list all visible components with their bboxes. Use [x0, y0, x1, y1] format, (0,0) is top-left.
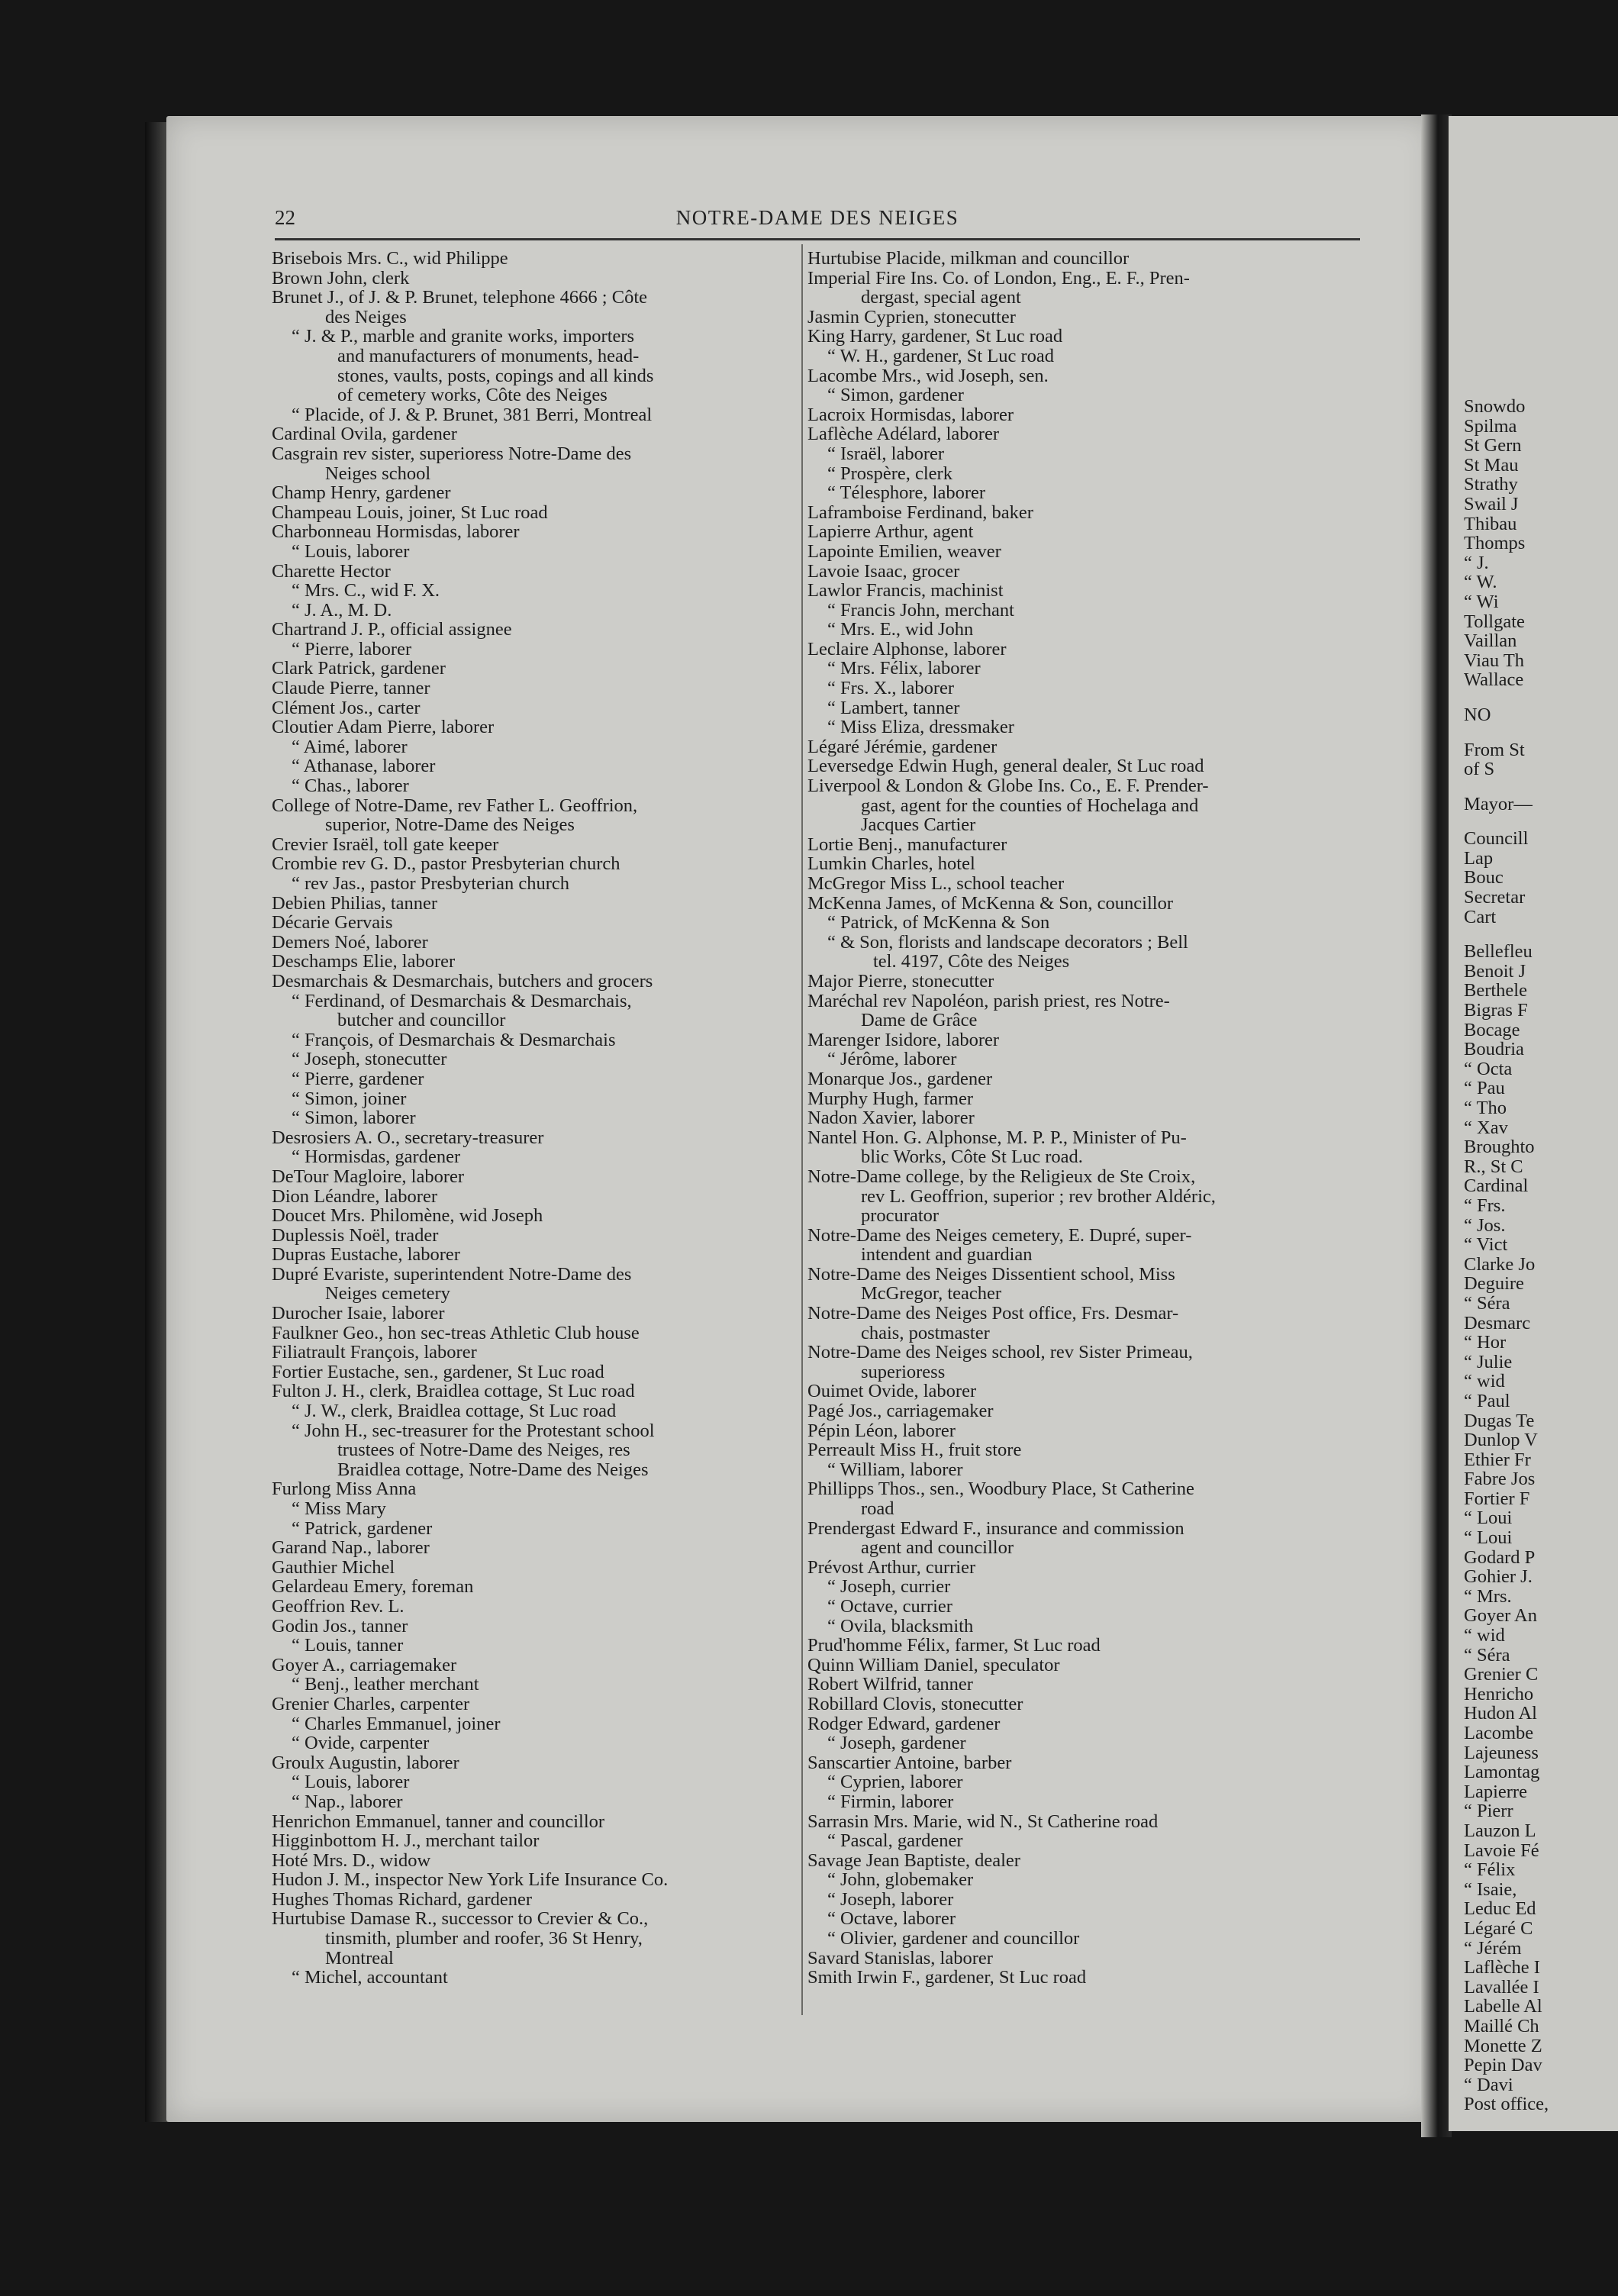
next-page-fragment: “ Xav [1464, 1117, 1508, 1138]
next-page-fragment: Lavallée I [1464, 1976, 1539, 1998]
directory-entry: “ Nap., laborer [292, 1791, 403, 1812]
directory-entry: Crombie rev G. D., pastor Presbyterian church [272, 853, 620, 875]
directory-entry: “ Hormisdas, gardener [292, 1146, 461, 1168]
directory-entry: Hudon J. M., inspector New York Life Insurance Co. [272, 1869, 669, 1891]
page-number: 22 [275, 206, 295, 229]
next-page-fragment: Lap [1464, 847, 1494, 869]
next-page-fragment: “ Loui [1464, 1527, 1513, 1549]
next-page-fragment: Grenier C [1464, 1664, 1539, 1685]
directory-entry: Filiatrault François, laborer [272, 1342, 477, 1363]
next-page-fragment: Berthele [1464, 980, 1527, 1001]
directory-entry: tinsmith, plumber and roofer, 36 St Henry, [325, 1928, 643, 1949]
next-page-fragment: “ Séra [1464, 1644, 1510, 1666]
directory-entry: Dupras Eustache, laborer [272, 1244, 460, 1266]
next-page-fragment: Viau Th [1464, 650, 1525, 671]
next-page-fragment: Lapierre [1464, 1781, 1527, 1802]
next-page-fragment: Thomps [1464, 533, 1526, 554]
directory-entry: “ Michel, accountant [292, 1967, 448, 1988]
directory-entry: Chartrand J. P., official assignee [272, 619, 512, 640]
directory-entry: Imperial Fire Ins. Co. of London, Eng., E. F., Pren- [807, 267, 1190, 289]
directory-entry: Grenier Charles, carpenter [272, 1693, 470, 1714]
next-page-fragment: St Gern [1464, 435, 1522, 456]
directory-entry: Pépin Léon, laborer [807, 1420, 956, 1441]
directory-entry: “ Miss Mary [292, 1498, 386, 1519]
directory-entry: “ Louis, laborer [292, 540, 410, 562]
directory-entry: “ Joseph, gardener [827, 1733, 966, 1754]
next-page-fragment: St Mau [1464, 454, 1519, 476]
directory-entry: Dion Léandre, laborer [272, 1185, 437, 1207]
next-page-fragment: Dugas Te [1464, 1410, 1535, 1431]
next-page-fragment: Snowdo [1464, 396, 1526, 417]
directory-entry: intendent and guardian [861, 1244, 1033, 1266]
directory-entry: Légaré Jérémie, gardener [807, 736, 998, 757]
directory-entry: “ rev Jas., pastor Presbyterian church [292, 873, 569, 894]
directory-entry: gast, agent for the counties of Hochelaga and [861, 795, 1199, 816]
next-page-edge [1449, 116, 1618, 2131]
directory-entry: “ Benj., leather merchant [292, 1674, 479, 1695]
directory-entry: Neiges school [325, 463, 431, 484]
directory-entry: Henrichon Emmanuel, tanner and councillor [272, 1811, 605, 1832]
column-divider [801, 244, 803, 2015]
directory-entry: “ Simon, laborer [292, 1108, 416, 1129]
next-page-fragment: Goyer An [1464, 1605, 1537, 1627]
directory-entry: Lawlor Francis, machinist [807, 580, 1004, 601]
directory-entry: “ Pierre, gardener [292, 1068, 424, 1089]
directory-entry: “ François, of Desmarchais & Desmarchais [292, 1029, 616, 1050]
directory-entry: Monarque Jos., gardener [807, 1068, 993, 1089]
directory-entry: “ Joseph, stonecutter [292, 1049, 447, 1070]
directory-entry: Major Pierre, stonecutter [807, 970, 994, 992]
next-page-fragment: Secretar [1464, 887, 1526, 908]
directory-entry: Laflèche Adélard, laborer [807, 424, 999, 445]
directory-entry: “ Mrs. E., wid John [827, 619, 974, 640]
directory-entry: Lapierre Arthur, agent [807, 521, 974, 543]
next-page-fragment: Bocage [1464, 1019, 1520, 1040]
directory-entry: “ Charles Emmanuel, joiner [292, 1713, 501, 1734]
directory-entry: road [861, 1498, 894, 1519]
directory-entry: “ Louis, laborer [292, 1772, 410, 1793]
next-page-fragment: Strathy [1464, 474, 1518, 495]
directory-entry: Notre-Dame des Neiges cemetery, E. Dupré, super- [807, 1224, 1192, 1246]
next-page-fragment: Laflèche I [1464, 1957, 1540, 1978]
directory-entry: Goyer A., carriagemaker [272, 1654, 457, 1675]
next-page-fragment: Godard P [1464, 1546, 1536, 1568]
directory-entry: “ Pierre, laborer [292, 638, 412, 659]
directory-entry: Lortie Benj., manufacturer [807, 834, 1007, 855]
header-rule [275, 238, 1360, 240]
directory-entry: “ J. W., clerk, Braidlea cottage, St Luc road [292, 1401, 617, 1422]
directory-entry: “ Octave, laborer [827, 1908, 956, 1930]
directory-entry: Prud'homme Félix, farmer, St Luc road [807, 1635, 1101, 1656]
directory-entry: Brown John, clerk [272, 267, 410, 289]
next-page-fragment [1464, 690, 1549, 705]
directory-entry: Hoté Mrs. D., widow [272, 1849, 431, 1871]
directory-entry: Durocher Isaie, laborer [272, 1303, 445, 1324]
directory-entry: Marenger Isidore, laborer [807, 1029, 1000, 1050]
directory-entry: Notre-Dame des Neiges school, rev Sister Primeau, [807, 1342, 1193, 1363]
directory-entry: Desmarchais & Desmarchais, butchers and grocers [272, 970, 653, 992]
directory-entry: Debien Philias, tanner [272, 892, 438, 914]
next-page-fragment: Lajeuness [1464, 1742, 1539, 1763]
next-page-fragment: Labelle Al [1464, 1996, 1542, 2017]
directory-entry: Casgrain rev sister, superioress Notre-Dame des [272, 443, 632, 464]
directory-entry: Lacroix Hormisdas, laborer [807, 404, 1014, 425]
next-page-fragment: Deguire [1464, 1273, 1524, 1295]
directory-entry: trustees of Notre-Dame des Neiges, res [337, 1440, 630, 1461]
directory-entry: Dame de Grâce [861, 1010, 978, 1031]
directory-entry: Garand Nap., laborer [272, 1537, 430, 1559]
next-page-fragment: “ Isaie, [1464, 1878, 1517, 1900]
next-page-fragment: “ Vict [1464, 1234, 1508, 1256]
directory-entry: “ Mrs. Félix, laborer [827, 658, 981, 679]
directory-entry: Quinn William Daniel, speculator [807, 1654, 1060, 1675]
directory-entry: Pagé Jos., carriagemaker [807, 1401, 994, 1422]
directory-entry: Demers Noé, laborer [272, 931, 428, 953]
directory-entry: Smith Irwin F., gardener, St Luc road [807, 1967, 1087, 1988]
next-page-fragment: Hudon Al [1464, 1703, 1537, 1724]
directory-entry: “ Cyprien, laborer [827, 1772, 963, 1793]
directory-entry: Cardinal Ovila, gardener [272, 424, 457, 445]
directory-entry: McGregor Miss L., school teacher [807, 873, 1065, 894]
directory-entry: “ William, laborer [827, 1459, 963, 1480]
directory-entry: Savard Stanislas, laborer [807, 1947, 993, 1969]
directory-entry: Fulton J. H., clerk, Braidlea cottage, St Luc road [272, 1381, 635, 1402]
directory-entry: Sarrasin Mrs. Marie, wid N., St Catherine road [807, 1811, 1159, 1832]
next-page-fragment: “ Jos. [1464, 1214, 1506, 1236]
next-page-fragment: “ Séra [1464, 1292, 1510, 1314]
directory-entry: Décarie Gervais [272, 912, 393, 934]
directory-entry: “ Jérôme, laborer [827, 1049, 957, 1070]
next-page-fragment: From St [1464, 739, 1525, 760]
directory-entry: Leversedge Edwin Hugh, general dealer, St Luc road [807, 756, 1204, 777]
next-page-fragment: “ Félix [1464, 1859, 1516, 1881]
next-page-fragment: of S [1464, 759, 1495, 780]
directory-entry: agent and councillor [861, 1537, 1014, 1559]
next-page-fragment: Mayor— [1464, 793, 1533, 814]
directory-entry: Liverpool & London & Globe Ins. Co., E. F. Prender- [807, 776, 1209, 797]
directory-entry: “ Francis John, merchant [827, 599, 1014, 621]
directory-entry: Hurtubise Placide, milkman and councillor [807, 248, 1130, 269]
directory-entry: Rodger Edward, gardener [807, 1713, 1001, 1734]
next-page-fragment: “ W. [1464, 572, 1497, 593]
directory-entry: McGregor, teacher [861, 1283, 1002, 1304]
directory-entry: “ Firmin, laborer [827, 1791, 954, 1812]
page-header [275, 206, 1360, 240]
next-page-fragment: Thibau [1464, 513, 1517, 534]
next-page-fragment: Boudria [1464, 1039, 1524, 1060]
directory-entry: Cloutier Adam Pierre, laborer [272, 717, 495, 738]
directory-entry: Phillipps Thos., sen., Woodbury Place, St Catherine [807, 1479, 1194, 1500]
directory-entry: Furlong Miss Anna [272, 1479, 417, 1500]
next-page-fragment: Leduc Ed [1464, 1898, 1536, 1920]
directory-entry: Geoffrion Rev. L. [272, 1595, 404, 1617]
directory-entry: “ J. & P., marble and granite works, importers [292, 326, 635, 347]
directory-entry: Prévost Arthur, currier [807, 1556, 976, 1578]
directory-entry: Nadon Xavier, laborer [807, 1108, 975, 1129]
next-page-fragment: “ Paul [1464, 1390, 1510, 1411]
directory-entry: Deschamps Elie, laborer [272, 951, 456, 972]
directory-entry: Charette Hector [272, 560, 391, 582]
next-page-fragment: Post office, [1464, 2094, 1549, 2115]
next-page-fragment: “ Pau [1464, 1078, 1505, 1099]
directory-entry: Faulkner Geo., hon sec-treas Athletic Club house [272, 1322, 640, 1343]
book-gutter [1421, 114, 1452, 2137]
directory-entry: Sanscartier Antoine, barber [807, 1752, 1012, 1773]
next-page-fragment: “ Mrs. [1464, 1585, 1512, 1607]
next-page-fragment: “ wid [1464, 1625, 1505, 1646]
directory-entry: Robert Wilfrid, tanner [807, 1674, 973, 1695]
directory-entry: “ Louis, tanner [292, 1635, 404, 1656]
directory-entry: Hughes Thomas Richard, gardener [272, 1888, 533, 1910]
directory-entry: “ & Son, florists and landscape decorators ; Bell [827, 931, 1188, 953]
next-page-fragment: “ Octa [1464, 1058, 1513, 1079]
directory-entry: Gauthier Michel [272, 1556, 395, 1578]
next-page-fragment [1464, 779, 1549, 795]
directory-entry: “ Pascal, gardener [827, 1830, 963, 1852]
directory-entry: Jacques Cartier [861, 814, 976, 836]
next-page-fragment: NO [1464, 704, 1491, 725]
next-page-text [1464, 397, 1549, 2114]
directory-entry: Lumkin Charles, hotel [807, 853, 975, 875]
next-page-fragment: Wallace [1464, 669, 1524, 691]
directory-entry: Lacombe Mrs., wid Joseph, sen. [807, 365, 1049, 386]
directory-entry: tel. 4197, Côte des Neiges [873, 951, 1070, 972]
directory-entry: Clark Patrick, gardener [272, 658, 446, 679]
directory-entry: Clément Jos., carter [272, 697, 421, 718]
next-page-fragment: Pepin Dav [1464, 2055, 1542, 2076]
next-page-fragment: “ Pierr [1464, 1801, 1513, 1822]
directory-entry: blic Works, Côte St Luc road. [861, 1146, 1083, 1168]
directory-entry: Doucet Mrs. Philomène, wid Joseph [272, 1205, 543, 1227]
directory-entry: butcher and councillor [337, 1010, 506, 1031]
directory-entry: “ Joseph, laborer [827, 1888, 954, 1910]
directory-entry: “ Athanase, laborer [292, 756, 436, 777]
next-page-fragment [1464, 814, 1549, 829]
directory-entry: of cemetery works, Côte des Neiges [337, 385, 608, 406]
next-page-fragment: Clarke Jo [1464, 1253, 1536, 1275]
next-page-fragment: “ Frs. [1464, 1195, 1506, 1216]
directory-entry: rev L. Geoffrion, superior ; rev brother Aldéric, [861, 1185, 1216, 1207]
directory-entry: “ Olivier, gardener and councillor [827, 1928, 1080, 1949]
directory-entry: “ Joseph, currier [827, 1576, 951, 1598]
next-page-fragment: “ Wi [1464, 591, 1499, 612]
directory-entry: Brisebois Mrs. C., wid Philippe [272, 248, 508, 269]
next-page-fragment: Broughto [1464, 1137, 1535, 1158]
directory-entry: King Harry, gardener, St Luc road [807, 326, 1063, 347]
directory-entry: Fortier Eustache, sen., gardener, St Luc road [272, 1361, 604, 1382]
directory-entry: “ Ferdinand, of Desmarchais & Desmarchais, [292, 990, 632, 1011]
directory-entry: Murphy Hugh, farmer [807, 1088, 974, 1109]
next-page-fragment: Vaillan [1464, 630, 1517, 652]
directory-entry: “ Simon, gardener [827, 385, 964, 406]
directory-entry: Charbonneau Hormisdas, laborer [272, 521, 520, 543]
next-page-fragment: Légaré C [1464, 1917, 1533, 1939]
directory-entry: Dupré Evariste, superintendent Notre-Dame des [272, 1263, 632, 1285]
directory-entry: superioress [861, 1361, 946, 1382]
directory-entry: “ Octave, currier [827, 1595, 952, 1617]
directory-entry: Perreault Miss H., fruit store [807, 1440, 1022, 1461]
directory-entry: Desrosiers A. O., secretary-treasurer [272, 1127, 544, 1148]
directory-entry: Neiges cemetery [325, 1283, 450, 1304]
next-page-fragment: “ Hor [1464, 1332, 1507, 1353]
directory-entry: Groulx Augustin, laborer [272, 1752, 459, 1773]
directory-entry: Gelardeau Emery, foreman [272, 1576, 474, 1598]
directory-entry: “ Placide, of J. & P. Brunet, 381 Berri, Montreal [292, 404, 653, 425]
directory-entry: Higginbottom H. J., merchant tailor [272, 1830, 540, 1852]
directory-entry: “ W. H., gardener, St Luc road [827, 345, 1055, 366]
next-page-fragment: Dunlop V [1464, 1430, 1538, 1451]
directory-entry: DeTour Magloire, laborer [272, 1166, 465, 1187]
directory-entry: Godin Jos., tanner [272, 1615, 408, 1637]
next-page-fragment: Councill [1464, 828, 1529, 850]
directory-entry: Savage Jean Baptiste, dealer [807, 1849, 1020, 1871]
directory-entry: “ Mrs. C., wid F. X. [292, 580, 440, 601]
next-page-fragment: Swail J [1464, 493, 1519, 514]
right-column [807, 249, 1362, 1988]
directory-entry: “ Ovide, carpenter [292, 1733, 430, 1754]
directory-entry: “ Frs. X., laborer [827, 678, 955, 699]
next-page-fragment [1464, 927, 1549, 942]
directory-entry: Notre-Dame des Neiges Post office, Frs. Desmar- [807, 1303, 1179, 1324]
directory-entry: Maréchal rev Napoléon, parish priest, res Notre- [807, 990, 1170, 1011]
directory-entry: Jasmin Cyprien, stonecutter [807, 306, 1016, 327]
next-page-fragment: Cardinal [1464, 1175, 1529, 1197]
directory-entry: “ Miss Eliza, dressmaker [827, 717, 1014, 738]
next-page-fragment: Cart [1464, 906, 1497, 927]
left-column [272, 249, 798, 1988]
directory-entry: “ Lambert, tanner [827, 697, 960, 718]
directory-entry: Braidlea cottage, Notre-Dame des Neiges [337, 1459, 649, 1480]
directory-entry: McKenna James, of McKenna & Son, councillor [807, 892, 1173, 914]
directory-entry: Claude Pierre, tanner [272, 678, 430, 699]
directory-entry: dergast, special agent [861, 287, 1021, 308]
next-page-fragment: Maillé Ch [1464, 2015, 1539, 2036]
page-title: NOTRE-DAME DES NEIGES [675, 206, 959, 229]
next-page-fragment: Bouc [1464, 867, 1504, 888]
next-page-fragment: Lamontag [1464, 1762, 1540, 1783]
next-page-fragment: Tollgate [1464, 611, 1525, 632]
directory-entry: Ouimet Ovide, laborer [807, 1381, 977, 1402]
directory-entry: des Neiges [325, 306, 407, 327]
next-page-fragment: Monette Z [1464, 2035, 1542, 2056]
directory-entry: superior, Notre-Dame des Neiges [325, 814, 575, 836]
next-page-fragment: Benoit J [1464, 960, 1526, 982]
next-page-fragment: “ Jérém [1464, 1937, 1522, 1959]
next-page-fragment: “ Julie [1464, 1351, 1513, 1372]
directory-entry: chais, postmaster [861, 1322, 990, 1343]
next-page-fragment: “ Tho [1464, 1098, 1507, 1118]
directory-entry: Lapointe Emilien, weaver [807, 540, 1001, 562]
next-page-fragment: R., St C [1464, 1156, 1523, 1177]
directory-entry: Prendergast Edward F., insurance and commission [807, 1517, 1184, 1539]
directory-entry: Brunet J., of J. & P. Brunet, telephone 4666 ; Côte [272, 287, 647, 308]
page-edge-shadow [145, 122, 168, 2122]
directory-entry: “ Ovila, blacksmith [827, 1615, 974, 1637]
next-page-fragment: “ J. [1464, 552, 1489, 573]
next-page-fragment: “ Davi [1464, 2074, 1513, 2095]
directory-entry: Lavoie Isaac, grocer [807, 560, 960, 582]
next-page-fragment: Ethier Fr [1464, 1449, 1531, 1470]
next-page-fragment: Fortier F [1464, 1488, 1530, 1509]
next-page-fragment: Henricho [1464, 1683, 1534, 1704]
directory-entry: “ Aimé, laborer [292, 736, 408, 757]
directory-entry: Champ Henry, gardener [272, 482, 451, 504]
directory-entry: Champeau Louis, joiner, St Luc road [272, 501, 548, 523]
directory-entry: stones, vaults, posts, copings and all kinds [337, 365, 654, 386]
next-page-fragment: Lauzon L [1464, 1820, 1536, 1841]
next-page-fragment: Bigras F [1464, 1000, 1528, 1021]
directory-entry: “ Chas., laborer [292, 776, 409, 797]
directory-entry: Laframboise Ferdinand, baker [807, 501, 1033, 523]
next-page-fragment: Bellefleu [1464, 941, 1533, 963]
directory-entry: “ Prospère, clerk [827, 463, 952, 484]
directory-entry: “ John, globemaker [827, 1869, 974, 1891]
directory-entry: Notre-Dame des Neiges Dissentient school, Miss [807, 1263, 1175, 1285]
directory-entry: Leclaire Alphonse, laborer [807, 638, 1007, 659]
next-page-fragment: “ wid [1464, 1371, 1505, 1392]
directory-entry: Hurtubise Damase R., successor to Crevier & Co., [272, 1908, 649, 1930]
next-page-fragment: “ Loui [1464, 1508, 1513, 1529]
directory-entry: “ John H., sec-treasurer for the Protestant school [292, 1420, 655, 1441]
directory-entry: Robillard Clovis, stonecutter [807, 1693, 1023, 1714]
next-page-fragment: Lacombe [1464, 1723, 1534, 1743]
next-page-fragment: Lavoie Fé [1464, 1840, 1539, 1861]
next-page-fragment: Fabre Jos [1464, 1469, 1536, 1490]
directory-entry: Montreal [325, 1947, 394, 1969]
directory-entry: and manufacturers of monuments, head- [337, 345, 640, 366]
directory-entry: Duplessis Noël, trader [272, 1224, 439, 1246]
next-page-fragment: Gohier J. [1464, 1566, 1533, 1588]
directory-entry: Crevier Israël, toll gate keeper [272, 834, 499, 855]
directory-entry: procurator [861, 1205, 940, 1227]
directory-entry: Nantel Hon. G. Alphonse, M. P. P., Minister of Pu- [807, 1127, 1187, 1148]
directory-entry: College of Notre-Dame, rev Father L. Geoffrion, [272, 795, 638, 816]
directory-entry: “ Patrick, of McKenna & Son [827, 912, 1050, 934]
directory-entry: “ Israël, laborer [827, 443, 945, 464]
directory-entry: “ Télesphore, laborer [827, 482, 986, 504]
next-page-fragment: Spilma [1464, 415, 1517, 437]
directory-entry: “ Simon, joiner [292, 1088, 407, 1109]
next-page-fragment: Desmarc [1464, 1312, 1531, 1333]
directory-entry: Notre-Dame college, by the Religieux de Ste Croix, [807, 1166, 1196, 1187]
directory-entry: “ Patrick, gardener [292, 1517, 433, 1539]
directory-entry: “ J. A., M. D. [292, 599, 392, 621]
next-page-fragment [1464, 725, 1549, 740]
